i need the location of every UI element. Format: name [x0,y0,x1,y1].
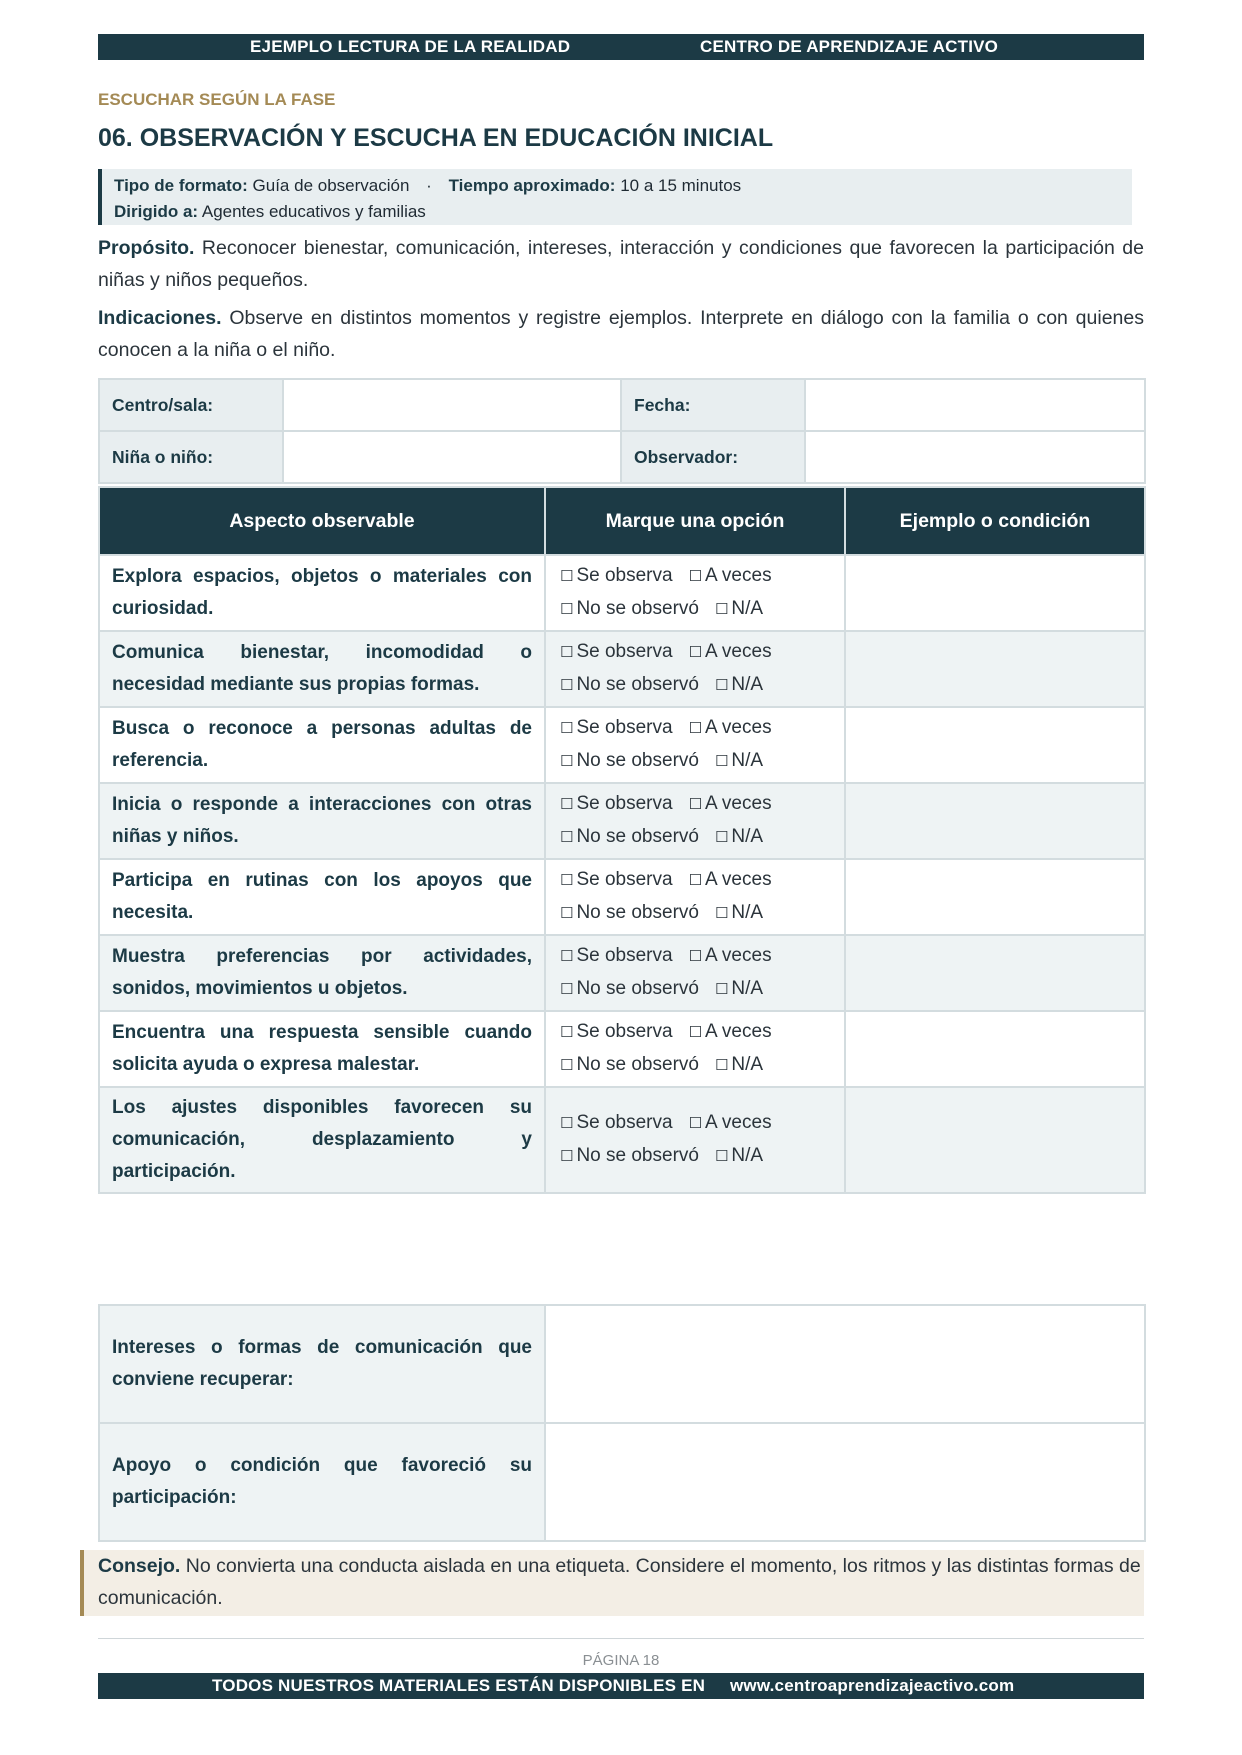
advice-label: Consejo. [98,1555,181,1577]
option-checkbox[interactable] [560,869,673,890]
option-label: N/A [731,750,764,771]
interests-label: Intereses o formas de comunicación que conviene recuperar: [99,1305,545,1423]
checkbox-icon[interactable]: ☐ [560,644,574,661]
observer-field[interactable] [805,431,1145,483]
option-label: No se observó [576,598,699,619]
format-info-box [98,169,1132,225]
options-cell [545,935,845,1011]
table-row [99,859,1145,935]
format-label: Tipo de formato: [114,176,248,195]
option-line [560,560,844,593]
option-label: No se observó [576,674,699,695]
option-checkbox[interactable] [689,869,772,890]
purpose-paragraph [98,232,1144,296]
time-label: Tiempo aproximado: [448,176,616,195]
table-row [99,631,1145,707]
checkbox-icon[interactable]: ☐ [714,601,729,618]
example-field[interactable] [845,707,1145,783]
time-value: 10 a 15 minutos [620,176,742,195]
summary-table [98,1304,1146,1542]
format-value: Guía de observación [252,176,410,195]
checkbox-icon[interactable]: ☐ [714,677,729,694]
option-checkbox[interactable] [689,1112,772,1133]
checkbox-icon[interactable]: ☐ [688,1024,703,1041]
example-field[interactable] [845,935,1145,1011]
option-checkbox[interactable] [715,978,763,999]
option-label: A veces [705,1021,772,1042]
option-checkbox[interactable] [560,750,699,771]
checkbox-icon[interactable]: ☐ [560,1024,574,1041]
checkbox-icon[interactable]: ☐ [714,829,729,846]
checkbox-icon[interactable]: ☐ [560,1148,574,1165]
option-label: N/A [731,902,764,923]
page-title: 06. OBSERVACIÓN Y ESCUCHA EN EDUCACIÓN INICIAL [98,124,774,152]
option-line [560,1107,844,1140]
option-checkbox[interactable] [560,902,699,923]
example-field[interactable] [845,859,1145,935]
checkbox-icon[interactable]: ☐ [560,872,574,889]
option-label: N/A [731,674,764,695]
meta-separator: · [426,176,432,195]
option-label: N/A [731,826,764,847]
example-field[interactable] [845,1087,1145,1193]
date-label: Fecha: [621,379,805,431]
checkbox-icon[interactable]: ☐ [688,1115,703,1132]
option-label: A veces [705,565,772,586]
option-checkbox[interactable] [689,717,772,738]
option-label: Se observa [576,1021,673,1042]
option-label: N/A [731,1054,764,1075]
audience-line [114,199,1132,225]
checkbox-icon[interactable]: ☐ [714,1057,729,1074]
footer-url[interactable]: www.centroaprendizajeactivo.com [730,1676,1015,1695]
option-line [560,940,844,973]
option-checkbox[interactable] [560,598,699,619]
support-field[interactable] [545,1423,1145,1541]
option-line [560,821,844,854]
checkbox-icon[interactable]: ☐ [688,948,703,965]
aspect-cell: Busca o reconoce a personas adultas de referencia. [99,707,545,783]
option-checkbox[interactable] [560,674,699,695]
footer-band [98,1673,1144,1699]
options-cell [545,1087,845,1193]
header-band [98,34,1144,60]
indications-label: Indicaciones. [98,307,222,329]
aspect-cell: Comunica bienestar, incomodidad o necesidad mediante sus propias formas. [99,631,545,707]
options-cell [545,783,845,859]
table-row [99,707,1145,783]
option-checkbox[interactable] [560,826,699,847]
option-line [560,1016,844,1049]
option-checkbox[interactable] [689,641,772,662]
option-label: N/A [731,978,764,999]
option-checkbox[interactable] [715,674,763,695]
option-label: No se observó [576,902,699,923]
option-line [560,745,844,778]
purpose-label: Propósito. [98,237,195,259]
option-line [560,636,844,669]
center-label: Centro/sala: [99,379,283,431]
purpose-text: Reconocer bienestar, comunicación, intereses, interacción y condiciones que favorecen la participación de niñas y niños pequeños. [98,237,1144,291]
option-label: A veces [705,793,772,814]
checkbox-icon[interactable]: ☐ [560,720,574,737]
aspect-cell: Explora espacios, objetos o materiales con curiosidad. [99,555,545,631]
options-cell [545,1011,845,1087]
option-checkbox[interactable] [689,793,772,814]
table-row [99,935,1145,1011]
option-line [560,864,844,897]
option-label: A veces [705,869,772,890]
checkbox-icon[interactable]: ☐ [560,568,574,585]
interests-field[interactable] [545,1305,1145,1423]
option-checkbox[interactable] [715,750,763,771]
advice-text: No convierta una conducta aislada en una etiqueta. Considere el momento, los ritmos y las distintas formas de comunicación. [98,1555,1141,1609]
checkbox-icon[interactable]: ☐ [688,644,703,661]
options-cell [545,859,845,935]
checkbox-icon[interactable]: ☐ [560,829,574,846]
option-checkbox[interactable] [689,1021,772,1042]
option-checkbox[interactable] [560,641,673,662]
option-label: N/A [731,598,764,619]
checkbox-icon[interactable]: ☐ [560,905,574,922]
checkbox-icon[interactable]: ☐ [714,981,729,998]
aspect-cell: Encuentra una respuesta sensible cuando solicita ayuda o expresa malestar. [99,1011,545,1087]
option-checkbox[interactable] [689,565,772,586]
table-row [99,1087,1145,1193]
option-checkbox[interactable] [560,565,673,586]
page-number: PÁGINA 18 [582,1652,660,1669]
support-label: Apoyo o condición que favoreció su participación: [99,1423,545,1541]
example-field[interactable] [845,1011,1145,1087]
option-label: A veces [705,717,772,738]
header-right-text: CENTRO DE APRENDIZAJE ACTIVO [700,37,999,56]
checkbox-icon[interactable]: ☐ [688,720,703,737]
option-label: Se observa [576,869,673,890]
option-checkbox[interactable] [560,1054,699,1075]
header-left-text: EJEMPLO LECTURA DE LA REALIDAD [250,37,571,56]
audience-value: Agentes educativos y familias [201,202,426,221]
checkbox-icon[interactable]: ☐ [714,753,729,770]
option-checkbox[interactable] [689,945,772,966]
option-checkbox[interactable] [560,945,673,966]
options-cell [545,707,845,783]
footer-divider [98,1638,1144,1639]
checkbox-icon[interactable]: ☐ [688,796,703,813]
option-label: No se observó [576,826,699,847]
option-checkbox[interactable] [715,902,763,923]
checkbox-icon[interactable]: ☐ [560,1115,574,1132]
indications-paragraph [98,302,1144,366]
option-label: Se observa [576,945,673,966]
option-checkbox[interactable] [715,598,763,619]
option-line [560,669,844,702]
option-line [560,788,844,821]
option-label: No se observó [576,1054,699,1075]
option-checkbox[interactable] [715,826,763,847]
table-row [99,555,1145,631]
option-label: Se observa [576,1112,673,1133]
observer-label: Observador: [621,431,805,483]
option-label: A veces [705,641,772,662]
option-label: No se observó [576,978,699,999]
child-label: Niña o niño: [99,431,283,483]
aspect-cell: Los ajustes disponibles favorecen su comunicación, desplazamiento y participación. [99,1087,545,1193]
option-line [560,593,844,626]
indications-text: Observe en distintos momentos y registre ejemplos. Interprete en diálogo con la familia o con quienes conocen a la niña o el niño. [98,307,1144,361]
checkbox-icon[interactable]: ☐ [560,796,574,813]
table-row [99,1011,1145,1087]
option-checkbox[interactable] [560,793,673,814]
option-label: Se observa [576,565,673,586]
option-checkbox[interactable] [560,1112,673,1133]
checkbox-icon[interactable]: ☐ [688,872,703,889]
info-fields-table [98,378,1146,484]
option-checkbox[interactable] [715,1145,763,1166]
checkbox-icon[interactable]: ☐ [714,1148,729,1165]
options-cell [545,631,845,707]
aspect-cell: Participa en rutinas con los apoyos que necesita. [99,859,545,935]
format-line [114,173,1132,199]
audience-label: Dirigido a: [114,202,199,221]
option-label: No se observó [576,1145,699,1166]
option-checkbox[interactable] [715,1054,763,1075]
option-label: N/A [731,1145,764,1166]
option-checkbox[interactable] [560,1021,673,1042]
options-cell [545,555,845,631]
table-row [99,783,1145,859]
option-line [560,1140,844,1173]
option-label: Se observa [576,717,673,738]
example-field[interactable] [845,555,1145,631]
header-example: Ejemplo o condición [845,487,1145,555]
center-field[interactable] [283,379,621,431]
option-checkbox[interactable] [560,978,699,999]
aspect-cell: Muestra preferencias por actividades, sonidos, movimientos u objetos. [99,935,545,1011]
checkbox-icon[interactable]: ☐ [688,568,703,585]
option-label: A veces [705,1112,772,1133]
option-line [560,712,844,745]
checkbox-icon[interactable]: ☐ [560,1057,574,1074]
observation-table [98,486,1146,1194]
phase-label: ESCUCHAR SEGÚN LA FASE [98,90,336,109]
child-field[interactable] [283,431,621,483]
option-line [560,897,844,930]
checkbox-icon[interactable]: ☐ [560,981,574,998]
option-checkbox[interactable] [560,1145,699,1166]
header-option: Marque una opción [545,487,845,555]
example-field[interactable] [845,631,1145,707]
advice-box [80,1550,1144,1616]
checkbox-icon[interactable]: ☐ [560,948,574,965]
option-label: Se observa [576,641,673,662]
footer-left-text: TODOS NUESTROS MATERIALES ESTÁN DISPONIBLES EN [212,1676,706,1695]
header-aspect: Aspecto observable [99,487,545,555]
option-label: No se observó [576,750,699,771]
option-label: Se observa [576,793,673,814]
option-line [560,973,844,1006]
checkbox-icon[interactable]: ☐ [714,905,729,922]
aspect-cell: Inicia o responde a interacciones con otras niñas y niños. [99,783,545,859]
checkbox-icon[interactable]: ☐ [560,677,574,694]
example-field[interactable] [845,783,1145,859]
date-field[interactable] [805,379,1145,431]
option-label: A veces [705,945,772,966]
option-checkbox[interactable] [560,717,673,738]
checkbox-icon[interactable]: ☐ [560,753,574,770]
option-line [560,1049,844,1082]
checkbox-icon[interactable]: ☐ [560,601,574,618]
